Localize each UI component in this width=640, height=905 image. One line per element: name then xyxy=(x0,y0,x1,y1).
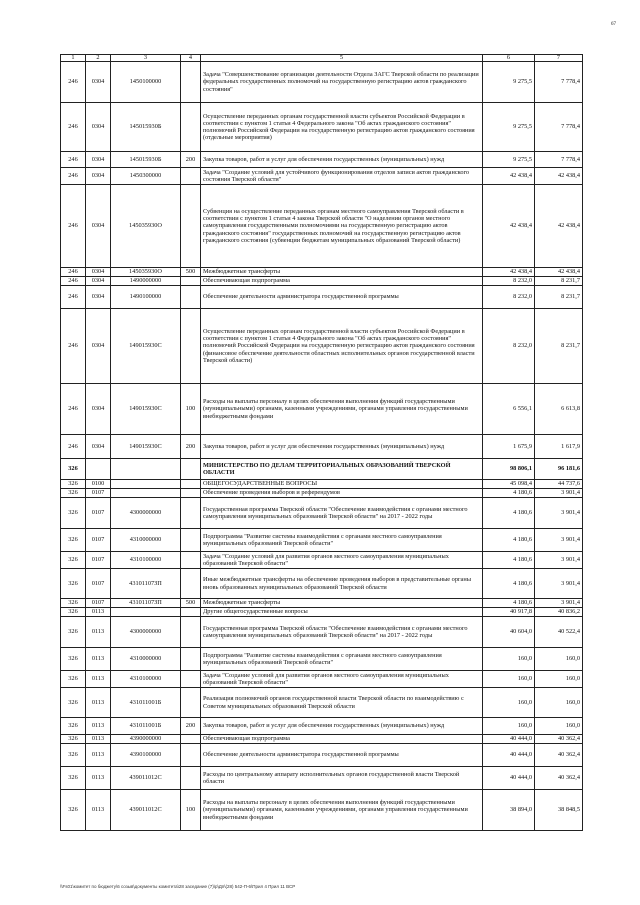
section-code-cell: 0304 xyxy=(86,185,111,268)
amount-2021-cell: 7 778,4 xyxy=(535,152,583,168)
amount-2021-cell: 40 522,4 xyxy=(535,617,583,648)
description-cell: Подпрограмма "Развитие системы взаимодействия с органами местного самоуправления муниципальных образований Тверской области" xyxy=(201,648,483,671)
amount-2020-cell: 40 917,8 xyxy=(483,608,535,617)
description-cell: Обеспечение деятельности администратора государственной программы xyxy=(201,286,483,309)
expense-type-cell xyxy=(181,62,201,103)
admin-code-cell: 246 xyxy=(61,152,86,168)
amount-2021-cell: 3 901,4 xyxy=(535,569,583,599)
target-article-cell: 4310000000 xyxy=(111,648,181,671)
amount-2021-cell: 42 438,4 xyxy=(535,168,583,185)
description-cell: Задача "Создание условий для устойчивого функционирования отделов записи актов гражданского состояния Тверской области" xyxy=(201,168,483,185)
table-row xyxy=(61,498,583,529)
amount-2020-cell: 40 444,0 xyxy=(483,767,535,790)
target-article-cell: 4310100000 xyxy=(111,552,181,569)
description-cell: МИНИСТЕРСТВО ПО ДЕЛАМ ТЕРРИТОРИАЛЬНЫХ ОБРАЗОВАНИЙ ТВЕРСКОЙ ОБЛАСТИ xyxy=(201,459,483,480)
description-cell: Расходы по центральному аппарату исполнительных органов государственной власти Тверской области xyxy=(201,767,483,790)
amount-2021-cell: 7 778,4 xyxy=(535,103,583,152)
description-cell: Задача "Совершенствование организации деятельности Отдела ЗАГС Тверской области по реализации федеральных государственных полномочий на государственную регистрацию актов гражданского состояния" xyxy=(201,62,483,103)
section-code-cell: 0113 xyxy=(86,608,111,617)
description-cell: Обеспечивающая подпрограмма xyxy=(201,735,483,744)
admin-code-cell: 326 xyxy=(61,569,86,599)
amount-2021-cell: 38 848,5 xyxy=(535,790,583,831)
expense-type-cell xyxy=(181,688,201,718)
table-row xyxy=(61,617,583,648)
description-cell: Закупка товаров, работ и услуг для обеспечения государственных (муниципальных) нужд xyxy=(201,718,483,735)
amount-2020-cell: 4 180,6 xyxy=(483,569,535,599)
expense-type-cell: 200 xyxy=(181,435,201,459)
description-cell: Другие общегосударственные вопросы xyxy=(201,608,483,617)
amount-2020-cell: 98 806,1 xyxy=(483,459,535,480)
admin-code-cell: 246 xyxy=(61,277,86,286)
description-cell: Задача "Создание условий для развития органов местного самоуправления муниципальных образований Тверской области" xyxy=(201,552,483,569)
amount-2020-cell: 4 180,6 xyxy=(483,489,535,498)
section-code-cell: 0107 xyxy=(86,569,111,599)
amount-2020-cell: 9 275,5 xyxy=(483,103,535,152)
admin-code-cell: 246 xyxy=(61,384,86,435)
admin-code-cell: 326 xyxy=(61,671,86,688)
target-article-cell: 43101107ЗП xyxy=(111,599,181,608)
table-row xyxy=(61,459,583,480)
target-article-cell: 1490000000 xyxy=(111,277,181,286)
admin-code-cell: 326 xyxy=(61,529,86,552)
expense-type-cell xyxy=(181,480,201,489)
section-code-cell: 0304 xyxy=(86,168,111,185)
target-article-cell: 4390000000 xyxy=(111,735,181,744)
admin-code-cell: 326 xyxy=(61,790,86,831)
expense-type-cell xyxy=(181,569,201,599)
amount-2021-cell: 8 231,7 xyxy=(535,277,583,286)
amount-2021-cell: 160,0 xyxy=(535,648,583,671)
amount-2021-cell: 7 778,4 xyxy=(535,62,583,103)
expense-type-cell xyxy=(181,498,201,529)
amount-2021-cell: 160,0 xyxy=(535,671,583,688)
page-number: 67 xyxy=(611,22,616,27)
expense-type-cell: 200 xyxy=(181,152,201,168)
table-row xyxy=(61,529,583,552)
admin-code-cell: 246 xyxy=(61,168,86,185)
target-article-cell: 145015930Б xyxy=(111,152,181,168)
amount-2021-cell: 40 362,4 xyxy=(535,744,583,767)
amount-2021-cell: 96 181,6 xyxy=(535,459,583,480)
expense-type-cell xyxy=(181,735,201,744)
table-header-row xyxy=(61,55,583,62)
amount-2021-cell: 40 836,2 xyxy=(535,608,583,617)
amount-2021-cell: 6 613,8 xyxy=(535,384,583,435)
header-cell: 7 xyxy=(535,55,583,62)
amount-2020-cell: 160,0 xyxy=(483,688,535,718)
section-code-cell: 0304 xyxy=(86,62,111,103)
description-cell: Расходы на выплаты персоналу в целях обеспечения выполнения функций государственными (муниципальными) органами, казенными учреждениями, органами управления государственными внебюджетными фондами xyxy=(201,384,483,435)
section-code-cell xyxy=(86,459,111,480)
amount-2020-cell: 160,0 xyxy=(483,718,535,735)
description-cell: Осуществление переданных органам государственной власти субъектов Российской Федерации в соответствии с пунктом 1 статьи 4 Федерального закона "Об актах гражданского состояния" полномочий Российской Федерации на государственную регистрацию актов гражданского состояния (отдельные мероприятия) xyxy=(201,103,483,152)
table-row xyxy=(61,185,583,268)
expense-type-cell xyxy=(181,648,201,671)
expense-type-cell: 200 xyxy=(181,718,201,735)
admin-code-cell: 246 xyxy=(61,185,86,268)
description-cell: Обеспечение деятельности администратора государственной программы xyxy=(201,744,483,767)
amount-2021-cell: 8 231,7 xyxy=(535,309,583,384)
admin-code-cell: 246 xyxy=(61,268,86,277)
section-code-cell: 0107 xyxy=(86,489,111,498)
target-article-cell: 145035930O xyxy=(111,268,181,277)
table-row xyxy=(61,268,583,277)
expense-type-cell xyxy=(181,168,201,185)
expense-type-cell xyxy=(181,608,201,617)
expense-type-cell xyxy=(181,286,201,309)
target-article-cell xyxy=(111,459,181,480)
target-article-cell: 145035930O xyxy=(111,185,181,268)
table-row xyxy=(61,103,583,152)
section-code-cell: 0113 xyxy=(86,767,111,790)
amount-2020-cell: 42 438,4 xyxy=(483,168,535,185)
section-code-cell: 0113 xyxy=(86,790,111,831)
admin-code-cell: 326 xyxy=(61,489,86,498)
section-code-cell: 0113 xyxy=(86,617,111,648)
amount-2020-cell: 160,0 xyxy=(483,671,535,688)
amount-2020-cell: 9 275,5 xyxy=(483,152,535,168)
table-row xyxy=(61,435,583,459)
description-cell: Подпрограмма "Развитие системы взаимодействия с органами местного самоуправления муниципальных образований Тверской области" xyxy=(201,529,483,552)
amount-2021-cell: 8 231,7 xyxy=(535,286,583,309)
admin-code-cell: 326 xyxy=(61,767,86,790)
table-row xyxy=(61,790,583,831)
expense-type-cell xyxy=(181,767,201,790)
admin-code-cell: 326 xyxy=(61,599,86,608)
admin-code-cell: 246 xyxy=(61,435,86,459)
target-article-cell: 43101107ЗП xyxy=(111,569,181,599)
table-row xyxy=(61,152,583,168)
amount-2021-cell: 3 901,4 xyxy=(535,599,583,608)
admin-code-cell: 326 xyxy=(61,608,86,617)
file-path-footer: \\Fs01\комитет по бюджету\6 созыв\документы комитета\28 заседание (7)\р\Дп\(28) 542-П-6\Прил 4 Прил 11 ВСР xyxy=(60,884,296,889)
amount-2020-cell: 4 180,6 xyxy=(483,552,535,569)
table-row xyxy=(61,552,583,569)
admin-code-cell: 246 xyxy=(61,309,86,384)
description-cell: Осуществление переданных органам государственной власти субъектов Российской Федерации в соответствии с пунктом 1 статьи 4 Федерального закона "Об актах гражданского состояния" полномочий Российской Федерации на государственную регистрацию актов гражданского состояния (финансовое обеспечение деятельности областных исполнительных органов государственной власти Тверской области) xyxy=(201,309,483,384)
admin-code-cell: 326 xyxy=(61,718,86,735)
amount-2021-cell: 44 737,6 xyxy=(535,480,583,489)
section-code-cell: 0107 xyxy=(86,599,111,608)
description-cell: Закупка товаров, работ и услуг для обеспечения государственных (муниципальных) нужд xyxy=(201,435,483,459)
section-code-cell: 0107 xyxy=(86,552,111,569)
admin-code-cell: 326 xyxy=(61,735,86,744)
table-row xyxy=(61,62,583,103)
target-article-cell: 431011001Б xyxy=(111,718,181,735)
amount-2021-cell: 40 362,4 xyxy=(535,735,583,744)
table-row xyxy=(61,599,583,608)
header-cell: 1 xyxy=(61,55,86,62)
table-row xyxy=(61,767,583,790)
admin-code-cell: 326 xyxy=(61,552,86,569)
expense-type-cell xyxy=(181,671,201,688)
expense-type-cell xyxy=(181,529,201,552)
target-article-cell: 431011001Б xyxy=(111,688,181,718)
section-code-cell: 0113 xyxy=(86,648,111,671)
section-code-cell: 0304 xyxy=(86,152,111,168)
section-code-cell: 0304 xyxy=(86,286,111,309)
amount-2020-cell: 6 556,1 xyxy=(483,384,535,435)
target-article-cell: 4310100000 xyxy=(111,671,181,688)
target-article-cell xyxy=(111,489,181,498)
target-article-cell: 1450300000 xyxy=(111,168,181,185)
target-article-cell: 149015930С xyxy=(111,384,181,435)
description-cell: Обеспечивающая подпрограмма xyxy=(201,277,483,286)
admin-code-cell: 246 xyxy=(61,103,86,152)
table-row xyxy=(61,489,583,498)
amount-2020-cell: 4 180,6 xyxy=(483,498,535,529)
admin-code-cell: 326 xyxy=(61,617,86,648)
amount-2020-cell: 38 894,0 xyxy=(483,790,535,831)
section-code-cell: 0304 xyxy=(86,277,111,286)
description-cell: Обеспечение проведения выборов и референдумов xyxy=(201,489,483,498)
description-cell: Задача "Создание условий для развития органов местного самоуправления муниципальных образований Тверской области" xyxy=(201,671,483,688)
expense-type-cell xyxy=(181,277,201,286)
section-code-cell: 0304 xyxy=(86,435,111,459)
expense-type-cell: 500 xyxy=(181,599,201,608)
expense-type-cell xyxy=(181,459,201,480)
admin-code-cell: 326 xyxy=(61,744,86,767)
section-code-cell: 0107 xyxy=(86,498,111,529)
amount-2020-cell: 9 275,5 xyxy=(483,62,535,103)
section-code-cell: 0304 xyxy=(86,268,111,277)
table-row xyxy=(61,277,583,286)
amount-2020-cell: 1 675,9 xyxy=(483,435,535,459)
admin-code-cell: 246 xyxy=(61,62,86,103)
target-article-cell: 4300000000 xyxy=(111,498,181,529)
amount-2020-cell: 160,0 xyxy=(483,648,535,671)
amount-2021-cell: 1 617,9 xyxy=(535,435,583,459)
amount-2020-cell: 42 438,4 xyxy=(483,185,535,268)
amount-2020-cell: 4 180,6 xyxy=(483,529,535,552)
table-row xyxy=(61,168,583,185)
description-cell: Субвенция на осуществление переданных органам местного самоуправления Тверской области в соответствии с пунктом 1 статьи 4 закона Тверской области "О наделении органов местного самоуправления государственными полномочиями на государственную регистрацию актов гражданского состояния" государственных полномочий на государственную регистрацию актов гражданского состояния (субвенции бюджетам муниципальных образований Тверской области) xyxy=(201,185,483,268)
amount-2021-cell: 3 901,4 xyxy=(535,489,583,498)
table-row xyxy=(61,608,583,617)
admin-code-cell: 326 xyxy=(61,480,86,489)
table-row xyxy=(61,688,583,718)
header-cell: 5 xyxy=(201,55,483,62)
amount-2021-cell: 40 362,4 xyxy=(535,767,583,790)
amount-2020-cell: 40 444,0 xyxy=(483,735,535,744)
target-article-cell: 4310000000 xyxy=(111,529,181,552)
target-article-cell xyxy=(111,480,181,489)
table-row xyxy=(61,671,583,688)
expense-type-cell xyxy=(181,103,201,152)
section-code-cell: 0113 xyxy=(86,744,111,767)
amount-2021-cell: 42 438,4 xyxy=(535,268,583,277)
target-article-cell: 145015930Б xyxy=(111,103,181,152)
section-code-cell: 0100 xyxy=(86,480,111,489)
description-cell: Закупка товаров, работ и услуг для обеспечения государственных (муниципальных) нужд xyxy=(201,152,483,168)
target-article-cell: 439011012С xyxy=(111,790,181,831)
section-code-cell: 0113 xyxy=(86,735,111,744)
table-row xyxy=(61,735,583,744)
expense-type-cell xyxy=(181,185,201,268)
amount-2020-cell: 4 180,6 xyxy=(483,599,535,608)
table-row xyxy=(61,286,583,309)
table-row xyxy=(61,744,583,767)
table-row xyxy=(61,648,583,671)
amount-2021-cell: 160,0 xyxy=(535,688,583,718)
expense-type-cell: 100 xyxy=(181,790,201,831)
target-article-cell: 149015930С xyxy=(111,435,181,459)
target-article-cell: 4300000000 xyxy=(111,617,181,648)
table-row xyxy=(61,309,583,384)
amount-2021-cell: 42 438,4 xyxy=(535,185,583,268)
budget-table xyxy=(60,54,583,831)
expense-type-cell xyxy=(181,744,201,767)
amount-2020-cell: 45 098,4 xyxy=(483,480,535,489)
target-article-cell: 439011012С xyxy=(111,767,181,790)
amount-2021-cell: 3 901,4 xyxy=(535,498,583,529)
amount-2020-cell: 8 232,0 xyxy=(483,286,535,309)
section-code-cell: 0113 xyxy=(86,671,111,688)
description-cell: Реализация полномочий органов государственной власти Тверской области по взаимодействию с Советом муниципальных образований Тверской области xyxy=(201,688,483,718)
table-row xyxy=(61,384,583,435)
section-code-cell: 0304 xyxy=(86,103,111,152)
table-row xyxy=(61,480,583,489)
admin-code-cell: 246 xyxy=(61,286,86,309)
description-cell: ОБЩЕГОСУДАРСТВЕННЫЕ ВОПРОСЫ xyxy=(201,480,483,489)
section-code-cell: 0107 xyxy=(86,529,111,552)
header-cell: 2 xyxy=(86,55,111,62)
section-code-cell: 0113 xyxy=(86,688,111,718)
amount-2021-cell: 3 901,4 xyxy=(535,552,583,569)
section-code-cell: 0304 xyxy=(86,309,111,384)
description-cell: Межбюджетные трансферты xyxy=(201,268,483,277)
admin-code-cell: 326 xyxy=(61,648,86,671)
expense-type-cell: 100 xyxy=(181,384,201,435)
expense-type-cell xyxy=(181,489,201,498)
expense-type-cell xyxy=(181,309,201,384)
amount-2021-cell: 3 901,4 xyxy=(535,529,583,552)
admin-code-cell: 326 xyxy=(61,688,86,718)
table-row xyxy=(61,718,583,735)
amount-2020-cell: 40 604,0 xyxy=(483,617,535,648)
expense-type-cell xyxy=(181,617,201,648)
description-cell: Государственная программа Тверской области "Обеспечение взаимодействия с органами местного самоуправления муниципальных образований Тверской области" на 2017 - 2022 годы xyxy=(201,498,483,529)
description-cell: Государственная программа Тверской области "Обеспечение взаимодействия с органами местного самоуправления муниципальных образований Тверской области" на 2017 - 2022 годы xyxy=(201,617,483,648)
description-cell: Межбюджетные трансферты xyxy=(201,599,483,608)
target-article-cell: 4390100000 xyxy=(111,744,181,767)
target-article-cell: 1490100000 xyxy=(111,286,181,309)
target-article-cell: 1450100000 xyxy=(111,62,181,103)
table-row xyxy=(61,569,583,599)
header-cell: 3 xyxy=(111,55,181,62)
amount-2020-cell: 8 232,0 xyxy=(483,309,535,384)
description-cell: Расходы на выплаты персоналу в целях обеспечения выполнения функций государственными (муниципальными) органами, казенными учреждениями, органами управления государственными внебюджетными фондами xyxy=(201,790,483,831)
admin-code-cell: 326 xyxy=(61,498,86,529)
target-article-cell: 149015930С xyxy=(111,309,181,384)
section-code-cell: 0113 xyxy=(86,718,111,735)
amount-2020-cell: 8 232,0 xyxy=(483,277,535,286)
header-cell: 6 xyxy=(483,55,535,62)
expense-type-cell: 500 xyxy=(181,268,201,277)
expense-type-cell xyxy=(181,552,201,569)
amount-2020-cell: 42 438,4 xyxy=(483,268,535,277)
target-article-cell xyxy=(111,608,181,617)
admin-code-cell: 326 xyxy=(61,459,86,480)
section-code-cell: 0304 xyxy=(86,384,111,435)
amount-2020-cell: 40 444,0 xyxy=(483,744,535,767)
description-cell: Иные межбюджетные трансферты на обеспечение проведения выборов в представительные органы вновь образованных муниципальных образований Тверской области xyxy=(201,569,483,599)
header-cell: 4 xyxy=(181,55,201,62)
amount-2021-cell: 160,0 xyxy=(535,718,583,735)
